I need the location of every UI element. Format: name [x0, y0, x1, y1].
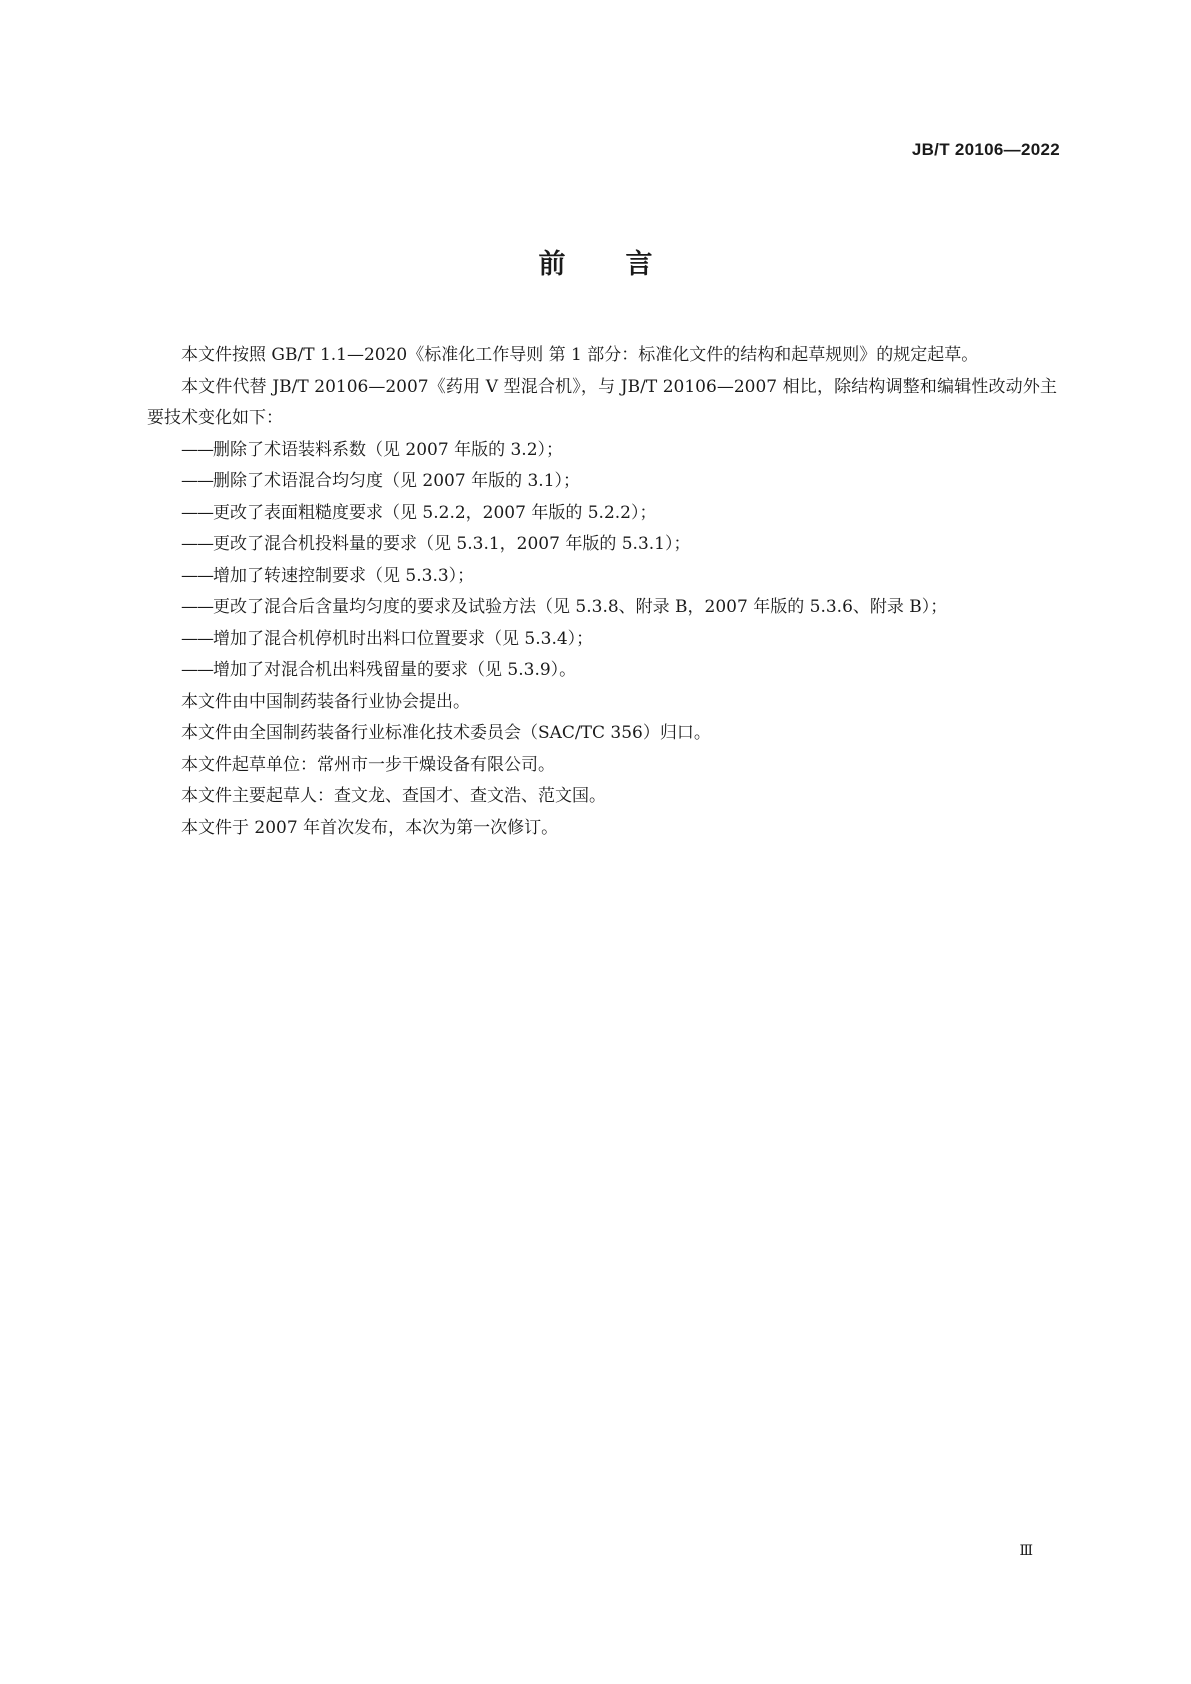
list-item-text: 删除了术语装料系数（见 2007 年版的 3.2）；: [213, 439, 564, 460]
list-item: [147, 435, 1057, 467]
standard-number: JB/T 20106—2022: [911, 140, 1060, 159]
page-title: 前言: [538, 249, 713, 280]
list-item-text: 增加了混合机停机时出料口位置要求（见 5.3.4）；: [213, 628, 594, 649]
list-dash: ——: [181, 439, 213, 460]
list-dash: ——: [181, 628, 213, 649]
list-item: [147, 466, 1057, 498]
list-item: [147, 655, 1057, 687]
paragraph-drafting-unit: 本文件起草单位：常州市一步干燥设备有限公司。: [181, 754, 555, 775]
list-dash: ——: [181, 597, 213, 617]
list-dash: ——: [181, 660, 213, 680]
list-item-text: 增加了转速控制要求（见 5.3.3）；: [213, 565, 475, 586]
list-dash: ——: [181, 502, 213, 523]
page-number: Ⅲ: [1019, 1543, 1032, 1559]
list-item-text: 增加了对混合机出料残留量的要求（见 5.3.9）。: [213, 660, 577, 680]
list-item: [147, 624, 1057, 656]
list-item: [147, 498, 1057, 530]
paragraph-publication-history: 本文件于 2007 年首次发布，本次为第一次修订。: [181, 817, 559, 838]
list-dash: ——: [181, 565, 213, 586]
technical-changes-list: [147, 435, 1057, 687]
paragraph-replaces: 本文件代替 JB/T 20106—2007《药用 V 型混合机》，与 JB/T 20106—2007 相比，除结构调整和编辑性改动外主要技术变化如下：: [147, 376, 1057, 428]
paragraph-drafting-rules: 本文件按照 GB/T 1.1—2020《标准化工作导则 第 1 部分：标准化文件的结构和起草规则》的规定起草。: [181, 345, 979, 365]
list-item-text: 删除了术语混合均匀度（见 2007 年版的 3.1）；: [213, 471, 581, 491]
list-item-text: 更改了混合后含量均匀度的要求及试验方法（见 5.3.8、附录 B，2007 年版的 5.3.6、附录 B）；: [213, 597, 948, 617]
paragraph-centralized-by: 本文件由全国制药装备行业标准化技术委员会（SAC/TC 356）归口。: [181, 723, 711, 743]
foreword-body: [147, 340, 1057, 844]
paragraph-proposed-by: 本文件由中国制药装备行业协会提出。: [181, 691, 470, 712]
list-item-text: 更改了表面粗糙度要求（见 5.2.2，2007 年版的 5.2.2）；: [213, 502, 657, 523]
paragraph-drafters: 本文件主要起草人：查文龙、查国才、查文浩、范文国。: [181, 786, 606, 806]
list-item-text: 更改了混合机投料量的要求（见 5.3.1，2007 年版的 5.3.1）；: [213, 534, 691, 554]
list-item: [147, 592, 1057, 624]
list-dash: ——: [181, 534, 213, 554]
list-item: [147, 529, 1057, 561]
list-dash: ——: [181, 471, 213, 491]
list-item: [147, 561, 1057, 593]
